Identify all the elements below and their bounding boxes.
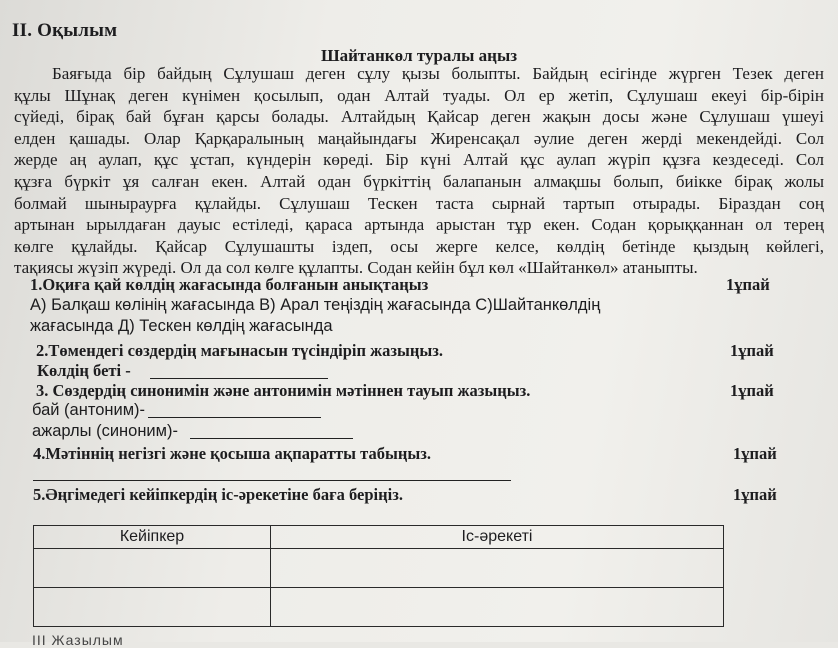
passage-line: елден қашады. Олар Қарқаралының маңайындағы Жиренсақал әулие деген жерді мекендейді. Сол <box>14 128 824 148</box>
question-2-text: 2.Төмендегі сөздердің мағынасын түсіндіріп жазыңыз. <box>36 341 443 360</box>
passage-line: көлге құлайды. Қайсар Сұлушашты іздеп, осы жерге келсе, көлдің бетінде қыздың көйлегі, <box>14 236 824 256</box>
passage-line: артынан ырылдаған дауыс естіледі, қараса артында арыстан тұр екен. Содан қорыққаннан ол терең <box>14 215 824 235</box>
passage-line: болмай шыныраурға құлайды. Сұлушаш Тескен таста сырнай тартып отырады. Біраздан соң <box>14 193 824 213</box>
next-section-heading-cut: III Жазылым <box>32 632 124 648</box>
table-cell[interactable] <box>34 549 271 588</box>
question-4-text: 4.Мәтіннің негізгі және қосыша ақпаратты табыңыз. <box>33 444 432 463</box>
question-5-text: 5.Әңгімедегі кейіпкердің іс-әрекетіне баға беріңіз. <box>33 485 403 504</box>
section-heading: II. Оқылым <box>12 20 118 41</box>
table-header-row <box>34 526 724 549</box>
answer-line[interactable] <box>150 378 328 379</box>
question-4-points: 1ұпай <box>733 444 777 463</box>
table-header-character: Кейіпкер <box>34 526 271 549</box>
passage-line: жерде аң аулап, құс ұстап, күндерін көреді. Бір күні Алтай құс аулап жүріп құзға кездеседі. Сол <box>14 150 824 170</box>
question-3-points: 1ұпай <box>730 381 774 400</box>
question-2-points: 1ұпай <box>730 341 774 360</box>
table-cell[interactable] <box>271 549 724 588</box>
question-2-item: Көлдің беті - <box>37 361 131 380</box>
passage-line: тақиясы жүзіп жүреді. Ол да сол көлге құлапты. Содан кейін бұл көл «Шайтанкөл» атаныпты. <box>14 258 698 278</box>
passage-line: Баяғыда бір байдың Сұлушаш деген сұлу қызы болыпты. Байдың есігінде жүрген Тезек деген <box>52 64 824 83</box>
passage-line: құзға бүркіт ұя салған екен. Алтай одан бүркіттің балапанын алмақшы болып, биікке бірақ жолы <box>14 171 824 191</box>
question-3-item-antonym: бай (антоним)- <box>32 401 146 419</box>
question-1-points: 1ұпай <box>726 275 770 294</box>
question-1-options-d: жағасында Д) Тескен көлдің жағасында <box>30 317 333 335</box>
reading-passage <box>14 63 824 279</box>
table-row <box>34 549 724 588</box>
passage-title: Шайтанкөл туралы аңыз <box>320 46 518 65</box>
question-5-points: 1ұпай <box>733 485 777 504</box>
passage-line: құлы Шұнақ деген күнімен қосылып, одан Алтай туады. Ол ер жетіп, Сұлушаш екеуі бір-бірін <box>14 85 824 105</box>
answer-line[interactable] <box>190 438 353 439</box>
question-1-options-a-c: А) Балқаш көлінің жағасында В) Арал теңіздің жағасында С)Шайтанкөлдің <box>30 296 601 314</box>
question-3-text: 3. Сөздердің синонимін және антонимін мәтіннен тауып жазыңыз. <box>36 381 531 400</box>
question-3-item-synonym: ажарлы (синоним)- <box>32 422 178 440</box>
answer-line[interactable] <box>33 480 511 481</box>
answer-line[interactable] <box>148 417 321 418</box>
table-header-action: Іс-әрекеті <box>271 526 724 549</box>
passage-line: сүйеді, бірақ бай бұған қарсы болады. Алтайдың Қайсар деген жақын досы және Сұлушаш үшеуі <box>14 107 824 127</box>
table-row <box>34 588 724 627</box>
table-cell[interactable] <box>34 588 271 627</box>
table-cell[interactable] <box>271 588 724 627</box>
character-action-table <box>33 525 724 627</box>
question-1-text: 1.Оқиға қай көлдің жағасында болғанын анықтаңыз <box>30 275 429 294</box>
